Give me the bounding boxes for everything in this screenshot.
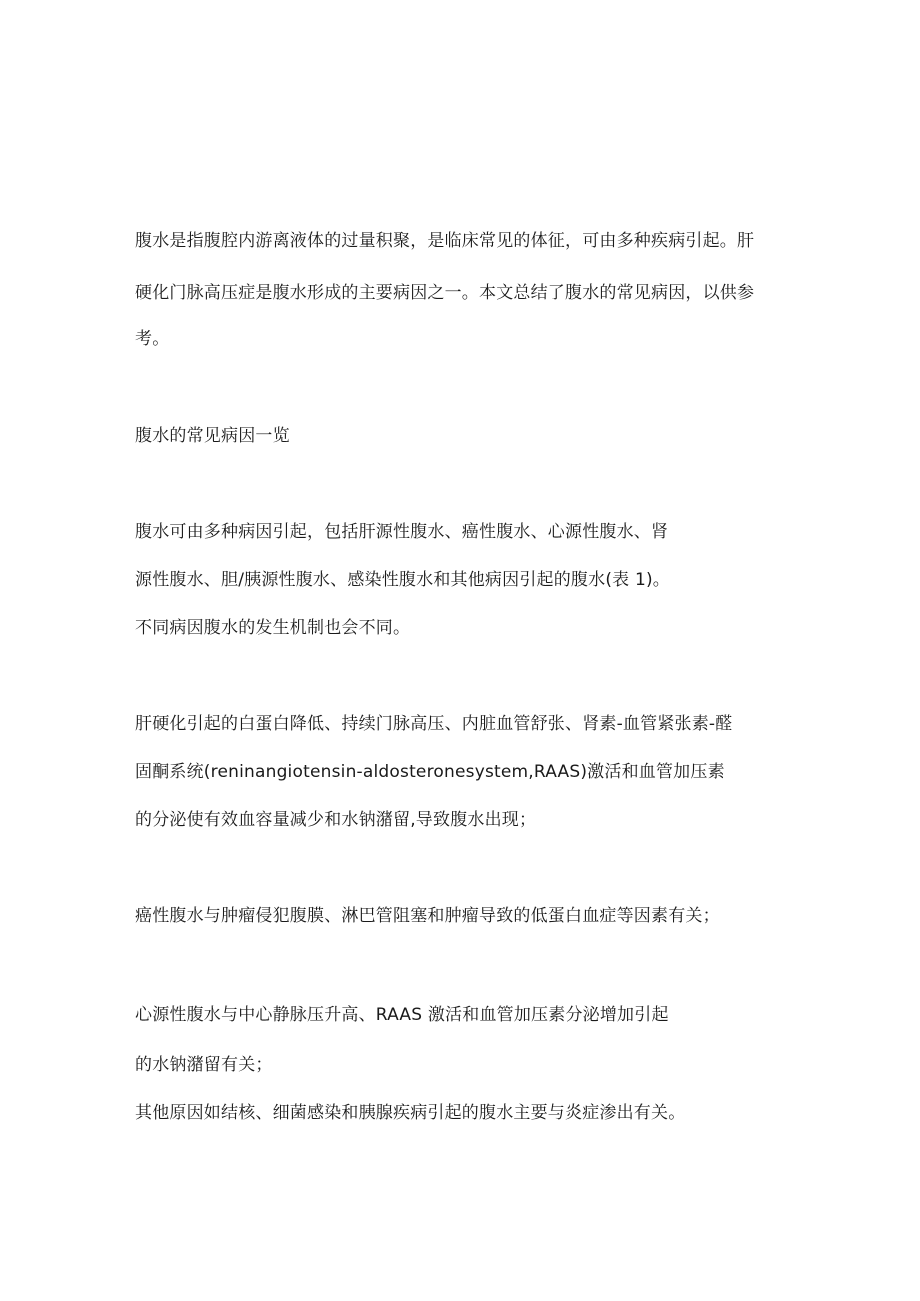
intro-line-1: 腹水是指腹腔内游离液体的过量积聚，是临床常见的体征，可由多种疾病引起。肝 [135,231,755,251]
overview-line-1: 腹水可由多种病因引起，包括肝源性腹水、癌性腹水、心源性腹水、肾 [135,522,669,542]
cardiac-line-1: 心源性腹水与中心静脉压升高、RAAS 激活和血管加压素分泌增加引起 [135,1005,669,1025]
cirrhosis-line-1: 肝硬化引起的白蛋白降低、持续门脉高压、内脏血管舒张、肾素-血管紧张素-醛 [135,714,733,734]
overview-line-2: 源性腹水、胆/胰源性腹水、感染性腹水和其他病因引起的腹水(表 1)。 [135,570,671,590]
intro-line-2: 硬化门脉高压症是腹水形成的主要病因之一。本文总结了腹水的常见病因，以供参 [135,283,755,303]
section-title: 腹水的常见病因一览 [135,426,290,446]
cardiac-line-2: 的水钠潴留有关； [135,1055,273,1075]
overview-line-3: 不同病因腹水的发生机制也会不同。 [135,618,411,638]
malignant-line-1: 癌性腹水与肿瘤侵犯腹膜、淋巴管阻塞和肿瘤导致的低蛋白血症等因素有关； [135,906,720,926]
intro-line-3: 考。 [135,329,170,349]
cirrhosis-line-3: 的分泌使有效血容量减少和水钠潴留,导致腹水出现； [135,810,537,830]
other-causes-line: 其他原因如结核、细菌感染和胰腺疾病引起的腹水主要与炎症渗出有关。 [135,1103,686,1123]
cirrhosis-line-2: 固酮系统(reninangiotensin-aldosteronesystem,RAAS)激活和血管加压素 [135,762,725,782]
